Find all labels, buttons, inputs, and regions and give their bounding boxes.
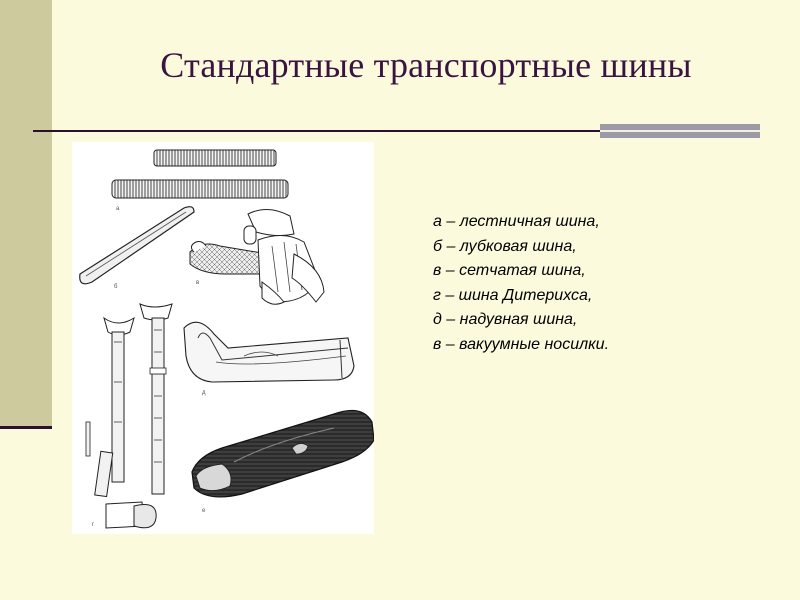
title-divider-accent-line (600, 130, 760, 132)
figure-label-v: в (196, 280, 200, 286)
legend-item-b: б – лубковая шина, (433, 237, 577, 255)
figure-label-g: г (92, 522, 95, 528)
ladder-splint-drawing (112, 150, 288, 212)
legend-item-e: в – вакуумные носилки. (433, 335, 610, 353)
diterichs-splint-drawing (86, 304, 172, 528)
splint-legend (433, 210, 609, 358)
legend-item-g: г – шина Дитерихса, (433, 286, 593, 304)
left-accent-underline (0, 426, 52, 429)
slide-title: Стандартные транспортные шины (160, 45, 692, 85)
legend-item-a: а – лестничная шина, (433, 213, 600, 230)
left-accent-bar (0, 0, 52, 428)
legend-item-v: в – сетчатая шина, (433, 262, 586, 280)
inflatable-splint-drawing (184, 322, 354, 396)
lubok-splint-drawing (80, 207, 194, 290)
splints-illustration (72, 142, 374, 534)
figure-label-b: б (114, 284, 118, 290)
mesh-splint-drawing (190, 209, 324, 304)
legend-item-d: д – надувная шина, (433, 311, 578, 329)
figure-label-d: д (202, 390, 206, 396)
figure-label-e: е (202, 508, 206, 514)
figure-label-a: а (116, 206, 120, 212)
vacuum-stretcher-drawing (192, 410, 374, 514)
